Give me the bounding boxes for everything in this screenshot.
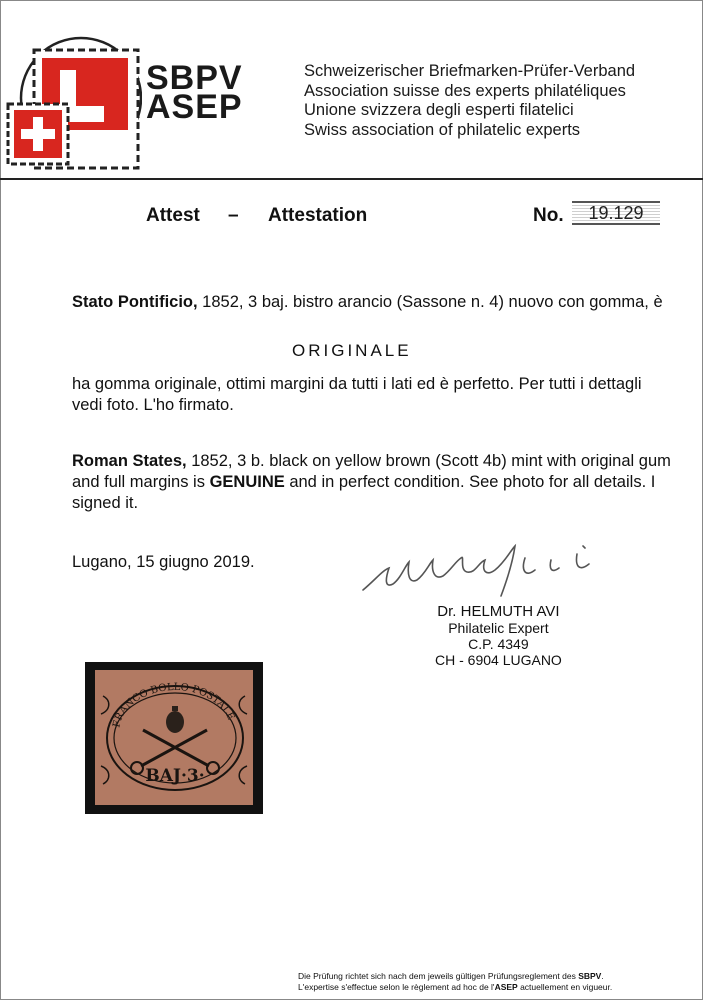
sbpv-logo bbox=[4, 22, 142, 172]
association-name-de: Schweizerischer Briefmarken-Prüfer-Verband bbox=[304, 62, 636, 80]
footer-fr-text: L'expertise s'effectue selon le règlement ad hoc de l' bbox=[298, 982, 495, 992]
stamp-photo bbox=[85, 662, 263, 814]
stamp-top-text: FRANCO BOLLO POSTALE bbox=[111, 681, 237, 729]
brand-abbreviation bbox=[146, 59, 243, 126]
association-names bbox=[304, 62, 635, 140]
brand-asep: ASEP bbox=[146, 88, 243, 126]
italian-lead: Stato Pontificio, bbox=[72, 293, 198, 311]
expert-box: C.P. 4349 bbox=[468, 636, 529, 652]
footer-fr-end: actuellement en vigueur. bbox=[517, 982, 613, 992]
english-lead: Roman States, bbox=[72, 452, 187, 470]
handwritten-signature bbox=[355, 540, 605, 610]
footer-de-end: . bbox=[601, 971, 604, 981]
italian-body: ha gomma originale, ottimi margini da tutti i lati ed è perfetto. Per tutti i dettagli vedi foto. L'ho firmato. bbox=[72, 375, 642, 414]
footer-line-de bbox=[298, 971, 698, 982]
english-verdict: GENUINE bbox=[209, 473, 285, 491]
title-attestation: Attestation bbox=[268, 205, 368, 226]
place-date: Lugano, 15 giugno 2019. bbox=[72, 553, 255, 571]
footer-de-org: SBPV bbox=[578, 971, 602, 981]
header-divider bbox=[0, 178, 703, 180]
footer-fr-org: ASEP bbox=[494, 982, 518, 992]
italian-lead-rest: 1852, 3 baj. bistro arancio (Sassone n. 4) nuovo con gomma, è bbox=[197, 293, 663, 311]
title-dash: – bbox=[228, 205, 239, 226]
title-attest: Attest bbox=[146, 205, 200, 226]
stamp-value-text: BAJ·3· bbox=[145, 766, 205, 786]
italian-description bbox=[72, 292, 672, 313]
english-lead-rest: 1852, 3 b. black on yellow brown (Scott 4b) mint with original gum and full margins is bbox=[72, 452, 671, 491]
swiss-cross-icon bbox=[8, 104, 68, 164]
italian-verdict: ORIGINALE bbox=[292, 341, 412, 360]
footer-line-fr bbox=[298, 982, 698, 993]
footer-de-text: Die Prüfung richtet sich nach dem jeweils gültigen Prüfungsreglement des bbox=[298, 971, 579, 981]
association-name-en: Swiss association of philatelic experts bbox=[304, 120, 581, 139]
stamp-design bbox=[95, 670, 253, 805]
footer-note bbox=[298, 971, 698, 993]
association-name-it: Unione svizzera degli esperti filatelici bbox=[304, 101, 574, 119]
brand-sbpv: SBPV bbox=[146, 59, 243, 97]
papal-tiara-icon bbox=[166, 706, 184, 733]
stamp-paper bbox=[95, 670, 253, 805]
english-body: and in perfect condition. See photo for all details. I signed it. bbox=[72, 473, 656, 512]
expert-address: CH - 6904 LUGANO bbox=[435, 652, 562, 668]
certificate-number: 19.129 bbox=[572, 201, 660, 225]
expert-name: Dr. HELMUTH AVI bbox=[437, 603, 560, 620]
association-name-fr: Association suisse des experts philatéliques bbox=[304, 81, 626, 100]
certificate-number-label: No. bbox=[533, 205, 564, 226]
expert-title: Philatelic Expert bbox=[448, 620, 549, 636]
expert-block bbox=[435, 604, 562, 668]
english-description bbox=[72, 451, 672, 514]
